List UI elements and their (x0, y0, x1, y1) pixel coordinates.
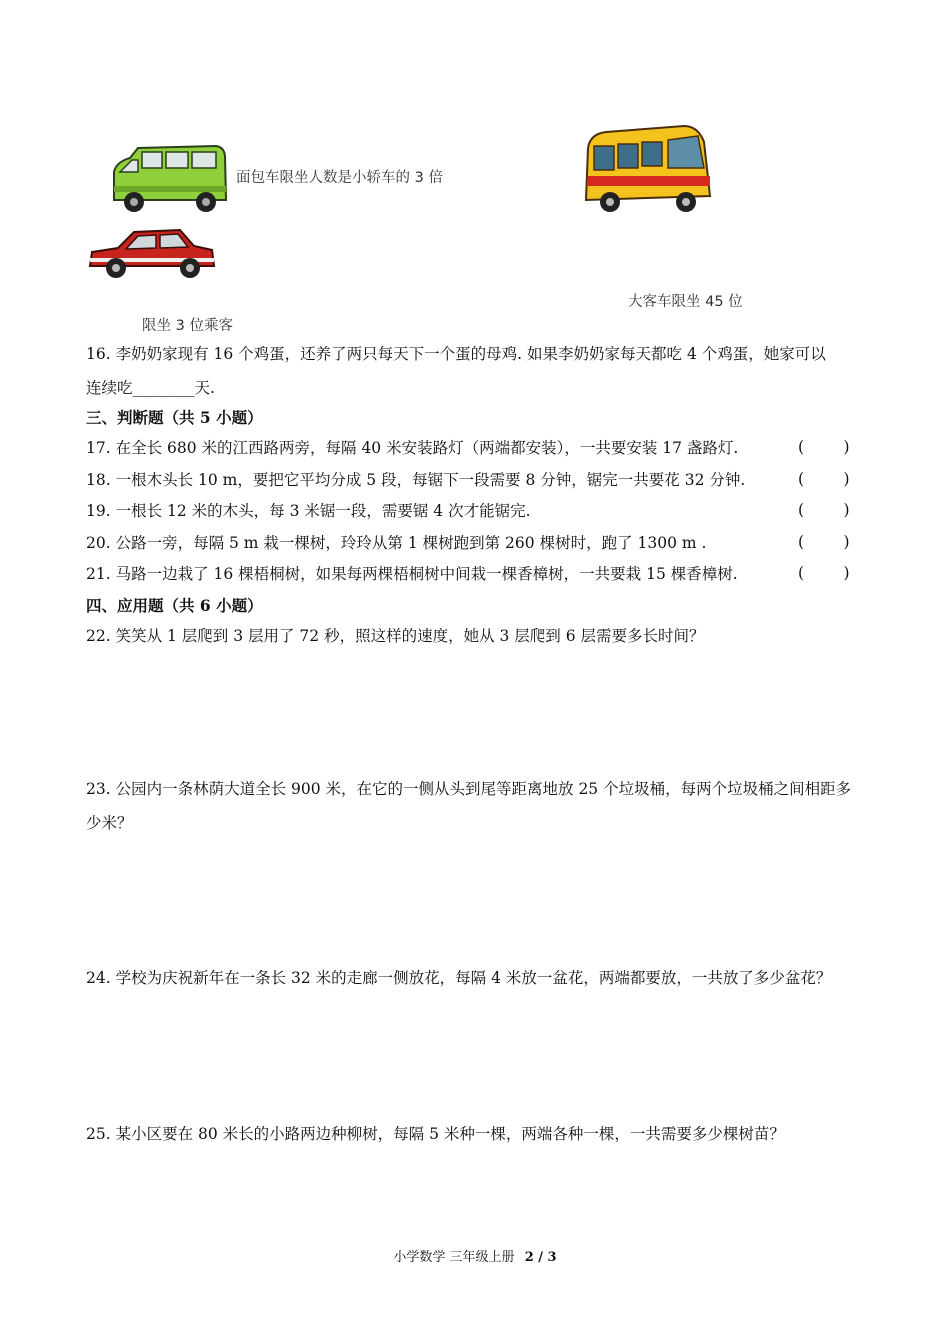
question-20: 20. 公路一旁，每隔 5 m 栽一棵树，玲玲从第 1 棵树跑到第 260 棵树时，跑了 1300 m . (86, 534, 707, 552)
question-22: 22. 笑笑从 1 层爬到 3 层用了 72 秒，照这样的速度，她从 3 层爬到 6 层需要多长时间？ (86, 627, 705, 645)
answer-paren-20[interactable]: ( ) (798, 533, 850, 551)
question-16-line1: 16. 李奶奶家现有 16 个鸡蛋，还养了两只每天下一个蛋的母鸡. 如果李奶奶家每天都吃 4 个鸡蛋，她家可以 (86, 345, 826, 363)
question-18: 18. 一根木头长 10 m，要把它平均分成 5 段，每锯下一段需要 8 分钟，锯完一共要花 32 分钟. (86, 471, 746, 489)
question-24: 24. 学校为庆祝新年在一条长 32 米的走廊一侧放花，每隔 4 米放一盆花，两端都要放，一共放了多少盆花？ (86, 969, 832, 987)
answer-paren-17[interactable]: ( ) (798, 438, 850, 456)
question-21: 21. 马路一边栽了 16 棵梧桐树，如果每两棵梧桐树中间栽一棵香樟树，一共要栽 15 棵香樟树. (86, 565, 738, 583)
footer-subject: 小学数学 三年级上册 (393, 1250, 515, 1265)
car-illustration (86, 222, 218, 284)
van-illustration (108, 142, 232, 216)
question-17: 17. 在全长 680 米的江西路两旁，每隔 40 米安装路灯（两端都安装），一共要安装 17 盏路灯. (86, 439, 739, 457)
question-19: 19. 一根长 12 米的木头，每 3 米锯一段，需要锯 4 次才能锯完. (86, 502, 531, 520)
van-caption: 面包车限坐人数是小轿车的 3 倍 (236, 170, 443, 186)
bus-illustration (580, 122, 716, 218)
section-4-heading: 四、应用题（共 6 小题） (86, 596, 263, 615)
question-25: 25. 某小区要在 80 米长的小路两边种柳树，每隔 5 米种一棵，两端各种一棵，一共需要多少棵树苗？ (86, 1125, 785, 1143)
car-caption: 限坐 3 位乘客 (142, 318, 233, 334)
bus-caption: 大客车限坐 45 位 (628, 294, 743, 310)
question-16-line2: 连续吃________天. (86, 379, 215, 397)
answer-paren-19[interactable]: ( ) (798, 501, 850, 519)
footer-page-number: 2 / 3 (524, 1250, 557, 1265)
page-footer (0, 1246, 950, 1265)
answer-paren-18[interactable]: ( ) (798, 470, 850, 488)
answer-paren-21[interactable]: ( ) (798, 564, 850, 582)
question-23: 23. 公园内一条林荫大道全长 900 米，在它的一侧从头到尾等距离地放 25 个垃圾桶，每两个垃圾桶之间相距多少米？ (86, 780, 852, 832)
section-3-heading: 三、判断题（共 5 小题） (86, 408, 263, 427)
